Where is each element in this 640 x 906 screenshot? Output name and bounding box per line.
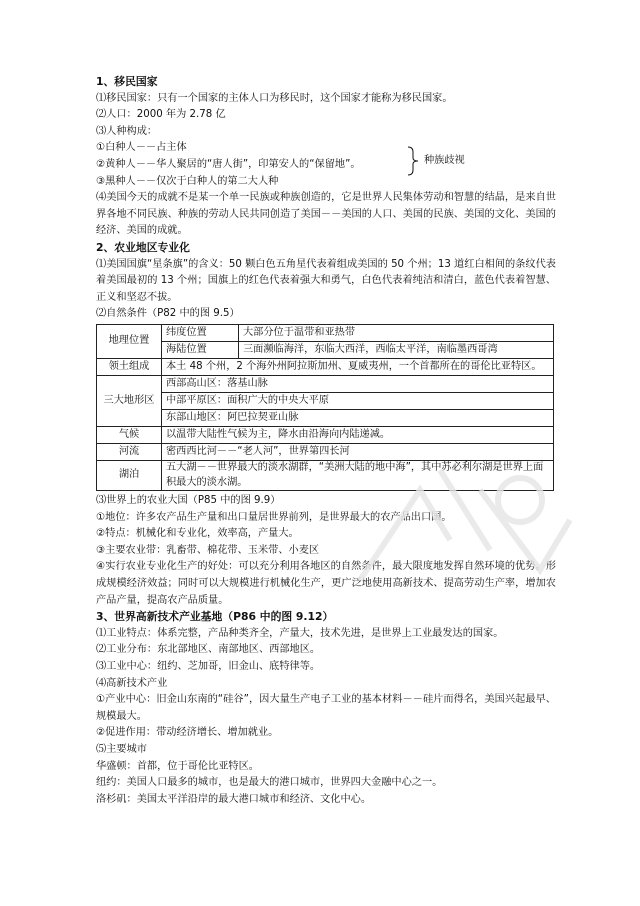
- section2-line6: ③主要农业带：乳畜带、棉花带、玉米带、小麦区: [96, 544, 320, 556]
- section2-line2: ⑵自然条件（P82 中的图 9.5）: [96, 308, 240, 320]
- terrain-east: [162, 409, 554, 426]
- table-row: [97, 409, 554, 426]
- section3-line2: ⑵工业分布：东北部地区、南部地区、西部地区。: [96, 644, 321, 656]
- table-row: [97, 392, 554, 409]
- table-row: [97, 375, 554, 392]
- section1-line7: ⑷美国今天的成就不是某一个单一民族或种族创造的，它是世界人民集体劳动和智慧的结晶，是来自世界各地不同民族、种族的劳动人民共同创造了美国－－美国的人口、美国的民族、美国的文化、美国的经济、美国的成就。: [96, 192, 556, 237]
- east-value: 阿巴拉契亚山脉: [227, 411, 299, 423]
- section3-line8: 华盛顿：首都，位于哥伦比亚特区。: [96, 760, 259, 772]
- section1-line1: ⑴移民国家：只有一个国家的主体人口为移民时，这个国家才能称为移民国家。: [96, 92, 453, 104]
- section3-line10: 洛杉矶：美国太平洋沿岸的最大港口城市和经济、文化中心。: [96, 793, 372, 805]
- river-value: 密西西比河－－“老人河”，世界第四长河: [162, 443, 554, 460]
- territory-value: 本土 48 个州，2 个海外州阿拉斯加州、夏威夷州，一个首都所在的哥伦比亚特区。: [162, 358, 554, 375]
- section3-line1: ⑴工业特点：体系完整，产品种类齐全，产量大，技术先进，是世界上工业最发达的国家。: [96, 627, 504, 639]
- west-label: 西部高山区：: [166, 377, 228, 389]
- section2-line3: ⑶世界上的农业大国（P85 中的图 9.9）: [96, 495, 281, 507]
- terrain-west: [162, 375, 554, 392]
- document-page: [96, 74, 556, 808]
- section3-line7: ⑸主要城市: [96, 744, 147, 755]
- terrain-label: 三大地形区: [97, 375, 162, 426]
- table-row: [97, 341, 554, 358]
- climate-value: 以温带大陆性气候为主，降水由沿海向内陆递减。: [162, 426, 554, 443]
- discrimination-label: 种族歧视: [424, 155, 465, 167]
- location-label: 地理位置: [97, 324, 162, 358]
- race-white: ①白种人－－占主体: [96, 142, 187, 154]
- lat-value: 大部分位于温带和亚热带: [239, 324, 554, 341]
- river-label: 河流: [97, 443, 162, 460]
- section3-title: 3、世界高新技术产业基地（P86 中的图 9.12）: [96, 610, 334, 624]
- territory-label: 领土组成: [97, 358, 162, 375]
- lake-value: 五大湖－－世界最大的淡水湖群，“美洲大陆的地中海”，其中苏必利尔湖是世界上面积最大的淡水湖。: [162, 460, 554, 490]
- brace-icon: [406, 146, 420, 176]
- race-yellow: ②黄种人－－华人聚居的“唐人街”，印第安人的“保留地”。: [96, 158, 361, 170]
- section2-line1: ⑴美国国旗“星条旗”的含义：50 颗白色五角星代表着组成美国的 50 个州；13 道红白相间的条纹代表着美国最初的 13 个州；国旗上的红色代表着强大和勇气，白色代表着纯洁和清白，蓝色代表着智慧、正义和坚忍不拔。: [96, 258, 556, 303]
- table-row: [97, 324, 554, 341]
- east-label: 东部山地区：: [166, 411, 228, 423]
- natural-conditions-table: [96, 324, 554, 491]
- climate-label: 气候: [97, 426, 162, 443]
- table-row: [97, 426, 554, 443]
- section2-line4: ①地位：许多农产品生产量和出口量居世界前列，是世界最大的农产品出口国。: [96, 511, 452, 523]
- race-list: [96, 140, 556, 190]
- lake-label: 湖泊: [97, 460, 162, 490]
- center-value: 面积广大的中央大平原: [227, 394, 329, 406]
- section3-line4: ⑷高新技术产业: [96, 677, 168, 689]
- race-black: ③黑种人－－仅次于白种人的第二大人种: [96, 175, 279, 187]
- table-row: [97, 358, 554, 375]
- section3-line6: ②促进作用：带动经济增长、增加就业。: [96, 727, 279, 739]
- lat-label: 纬度位置: [162, 324, 239, 341]
- section2-line5: ②特点：机械化和专业化，效率高，产量大。: [96, 528, 299, 540]
- section3-line3: ⑶工业中心：纽约、芝加哥，旧金山、底特律等。: [96, 661, 321, 673]
- section1-line3: ⑶人种构成：: [96, 125, 158, 137]
- center-label: 中部平原区：: [166, 394, 228, 406]
- section2-title: 2、农业地区专业化: [96, 240, 190, 254]
- section1-title: 1、移民国家: [96, 75, 158, 88]
- section3-line9: 纽约：美国人口最多的城市，也是最大的港口城市，世界四大金融中心之一。: [96, 777, 443, 789]
- section2-line7: ④实行农业专业化生产的好处：可以充分利用各地区的自然条件，最大限度地发挥自然环境的优势。形成规模经济效益；同时可以大规模进行机械化生产，更广泛地使用高新技术、提高劳动生产率，增加农产品产量，提高农产品质量。: [96, 561, 556, 606]
- sea-value: 三面濒临海洋，东临大西洋，西临太平洋，南临墨西哥湾: [239, 341, 554, 358]
- sea-label: 海陆位置: [162, 341, 239, 358]
- table-row: [97, 460, 554, 490]
- terrain-center: [162, 392, 554, 409]
- section3-line5: ①产业中心：旧金山东南的“硅谷”，因大量生产电子工业的基本材料－－硅片而得名，美国兴起最早、规模最大。: [96, 694, 556, 722]
- section1-line2: ⑵人口：2000 年为 2.78 亿: [96, 109, 226, 121]
- west-value: 落基山脉: [227, 377, 268, 389]
- table-row: [97, 443, 554, 460]
